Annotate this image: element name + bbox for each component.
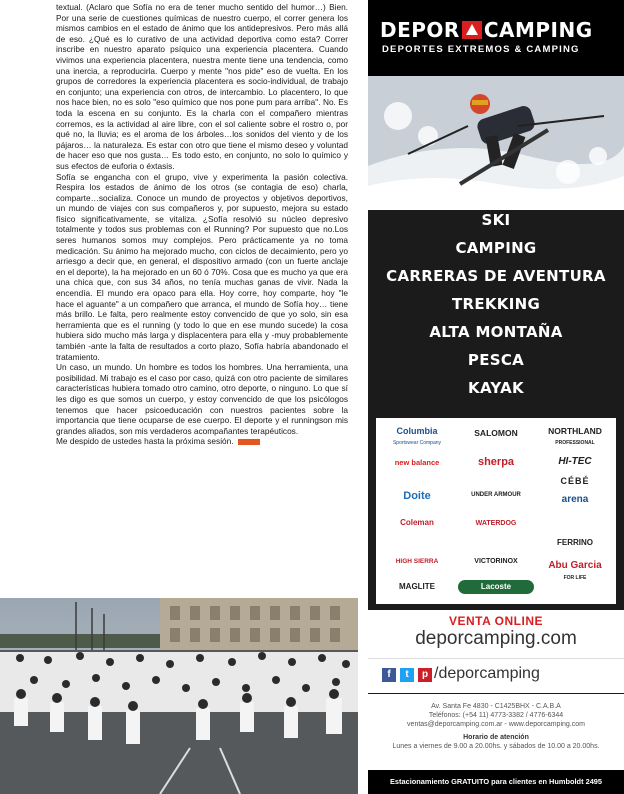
runners-photo-illustration <box>0 598 358 794</box>
brand-ferrino: FERRINO <box>557 538 593 547</box>
opening-hours-title: Horario de atención <box>463 734 529 741</box>
brand-logos <box>376 418 616 604</box>
logo-text-right: CAMPING <box>483 18 593 42</box>
brand-abugarcia: Abu Garcia FOR LIFE <box>548 560 602 581</box>
article-closing <box>56 436 348 447</box>
brand-coleman: Coleman <box>400 518 434 527</box>
opening-hours: Lunes a viernes de 9.00 a 20.00hs. y sábados de 10.00 a 20.00hs. <box>392 743 600 750</box>
social-handle: /deporcamping <box>434 665 540 682</box>
online-sales-title: VENTA ONLINE <box>448 614 543 628</box>
ad-tagline: DEPORTES EXTREMOS & CAMPING <box>382 44 580 55</box>
facebook-icon[interactable]: f <box>382 668 396 682</box>
runners-photo <box>0 598 358 794</box>
brand-columbia: Columbia Sportswear Company <box>392 426 442 446</box>
store-address: Av. Santa Fe 4830 - C1425BHX - C.A.B.A <box>431 703 561 710</box>
brand-doite: Doite <box>403 490 431 502</box>
store-url-link[interactable]: deporcamping.com <box>415 628 577 649</box>
brand-arena: arena <box>561 494 589 505</box>
brand-northland: NORTHLAND PROFESSIONAL <box>548 426 602 446</box>
activity-item: KAYAK <box>468 379 524 397</box>
brand-lacoste: Lacoste <box>458 580 534 594</box>
deporcamping-advertisement <box>368 0 624 794</box>
activity-item: ALTA MONTAÑA <box>429 323 563 341</box>
activity-item: CAMPING <box>455 239 537 257</box>
article-body <box>56 2 348 447</box>
article-paragraph: textual. (Aclaro que Sofía no era de tener mucho sentido del humor…) Bien. Por una serie de cuestiones químicas de nuestro cuerpo, el correr genera los mismos cambios en el estado de ánimo que los antidepresivos. Pero más allá de eso. ¿Qué es lo curativo de una actividad deportiva como esta? Correr inscribe en nuestro aparato psíquico una experiencia placentera. Cuando vivimos una experiencia placentera, nuestra mente tiene una tendencia, como una inercia, a reproducirla. Cuerpo y mente "nos pide" eso de vuelta. En los grupos de corredores la experiencia placentera es socio-individual, de trabajo en conjunto; una experiencia con otros, de intercambio. Lo placentero, lo que nos hace bien, no es solo "eso químico que nos pone pum para arriba". No. Es toda la escena en su conjunto. Es la charla con el compañero mientras corremos, es la actividad al aire libre, con el sol caliente sobre el rostro o, por qué no, la lluvia; es el aroma de los árboles…los sonidos del viento y de los pájaros… la naturaleza. Es estar con otro que tiene el mismo deseo y voluntad de hacer eso que nos gusta… Es todo esto, en conjunto, no solo lo químico y sus efectos de euforia o éxtasis. <box>56 2 348 171</box>
store-phones: Teléfonos: (+54 11) 4773-3382 / 4776-6344 <box>428 712 564 719</box>
online-sales-block <box>368 610 624 658</box>
activity-item: SKI <box>481 211 511 229</box>
brand-cebe: CÉBÉ <box>560 476 590 486</box>
brand-highsierra: HIGH SIERRA <box>395 558 439 565</box>
end-mark-icon <box>238 439 260 445</box>
parking-notice: Estacionamiento GRATUITO para clientes en Humboldt 2495 <box>368 770 624 794</box>
skier-illustration <box>368 76 624 210</box>
brand-victorinox: VICTORINOX <box>474 558 518 565</box>
activity-item: PESCA <box>467 351 525 369</box>
skier-photo <box>368 76 624 210</box>
logo-text-left: DEPOR <box>380 18 460 42</box>
store-emails: ventas@deporcamping.com.ar - www.deporcamping.com <box>407 721 585 728</box>
activity-item: TREKKING <box>451 295 541 313</box>
brand-waterdog: WATERDOG <box>475 520 517 527</box>
closing-text: Me despido de ustedes hasta la próxima sesión. <box>56 436 234 447</box>
activities-list <box>368 206 624 402</box>
pinterest-icon[interactable]: p <box>418 668 432 682</box>
store-address-block <box>368 694 624 770</box>
activity-item: CARRERAS DE AVENTURA <box>386 267 606 285</box>
brand-sherpa: sherpa <box>477 456 515 468</box>
brand-salomon: SALOMON <box>474 428 518 438</box>
social-block <box>368 658 624 693</box>
brand-maglite: MAGLITE <box>399 582 435 591</box>
brand-hitec: HI-TEC <box>558 456 592 467</box>
brand-newbalance: new balance <box>394 458 440 467</box>
article-paragraph: Sofía se engancha con el grupo, vive y experimenta la pasión colectiva. Respira los estados de ánimo de los otros (se contagia de eso) charla, comparte…socializa. Conoce un mundo de proyectos y objetivos deportivos, un mundo de viajes con sus compañeros y, por supuesto, mejora su estado físico significativamente, se vitaliza. ¿Sofía resolvió su núcleo depresivo totalmente y todos sus problemas con el Running? Por supuesto que no.Los seres humanos somos muy complejos. Pero prácticamente ya no toma medicación. Su ánimo ha mejorado mucho, con ciclos de decaimiento, pero yo arriesgo a decir que, en general, el dispositivo armado (con un fuerte anclaje en el deporte), la ha mejorado en un 60 ó 70%. Cosa que es mucho ya que era una chica que, con sus 34 años, no tenía muchas ganas de vivir. Nada la encendía. El mundo era opaco para ella. Hoy corre, hoy comparte, hoy "le hace el aguante" a un compañero que arranca, el mundo de Sofía hoy… tiene más brillo. Le falta, pero realmente estoy convencido de que yo solo, sin esa herramienta que es el running (y todo lo que en ese mundo sucede) la cosa hubiera sido mucho más larga y displacentera para ella y -muy probablemente también -ante la falta de resultados a corto plazo, Sofía habría abandonado el tratamiento. <box>56 171 348 362</box>
article-paragraph: Un caso, un mundo. Un hombre es todos los hombres. Una herramienta, una posibilidad. Mi trabajo es el caso por caso, quizá con otro paciente de similares características hubiera tomado otro camino, otro deporte, o ninguno. Lo que sí les digo es que somos un cuerpo, y estoy convencido de que los psicólogos tenemos que hacer psicoeducación con nuestros pacientes sobre la importancia que tiene ocuparse de ese cuerpo. El deporte y el runningson mis grandes aliados, son mis verdaderos acompañantes terapéuticos. <box>56 362 348 436</box>
deporcamping-logo <box>380 18 593 42</box>
ad-header <box>368 0 624 76</box>
tent-icon <box>462 21 482 39</box>
brand-underarmour: UNDER ARMOUR <box>471 492 521 498</box>
twitter-icon[interactable]: t <box>400 668 414 682</box>
